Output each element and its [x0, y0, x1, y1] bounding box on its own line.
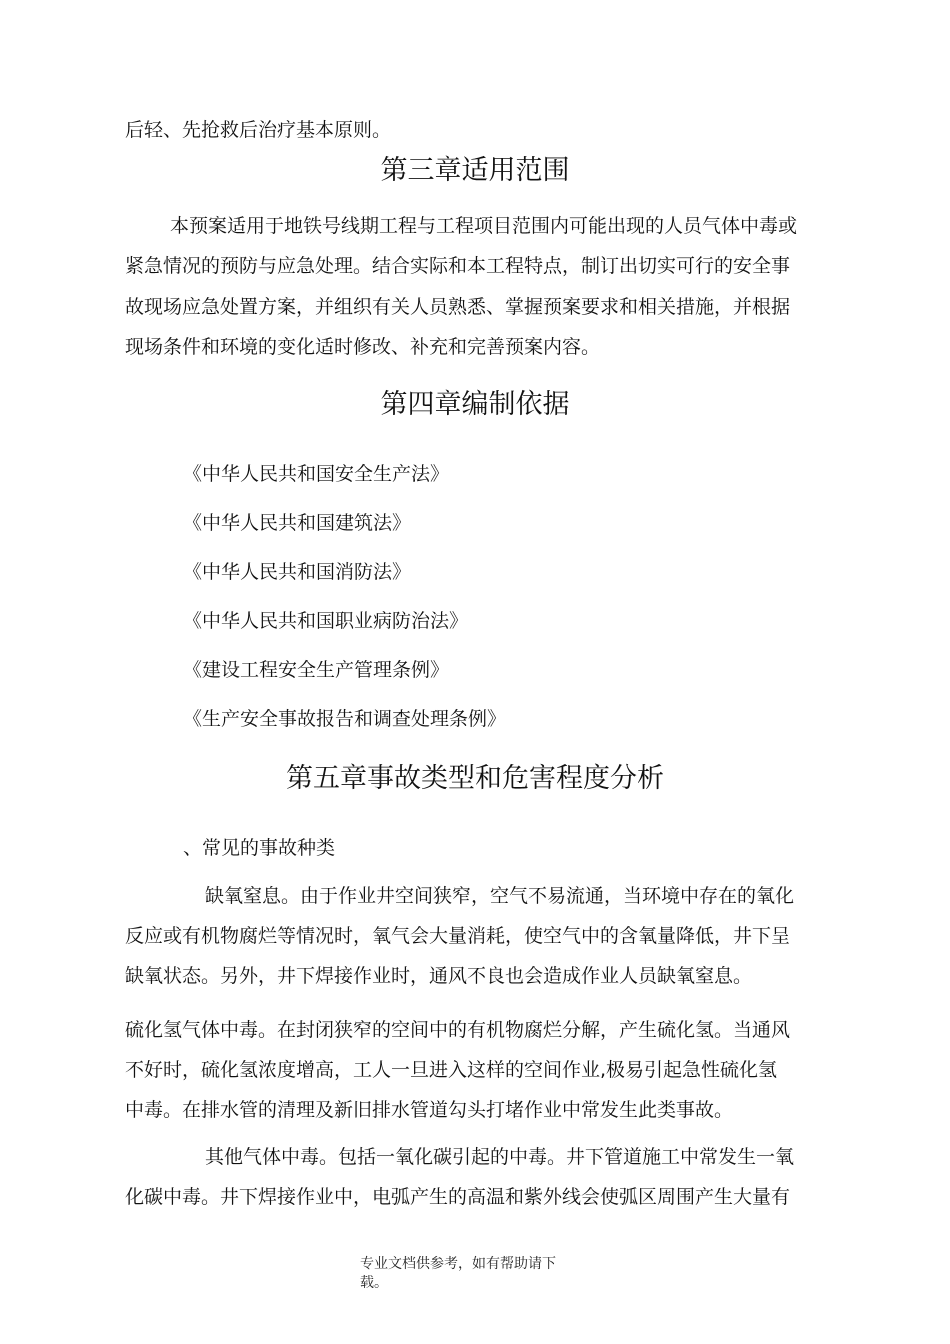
paragraph-line: 后轻、先抢救后治疗基本原则。: [125, 119, 392, 141]
footer-line: 载。: [360, 1275, 388, 1291]
paragraph-line: 紧急情况的预防与应急处理。结合实际和本工程特点，制订出切实可行的安全事: [125, 255, 791, 277]
chapter-4-title: 第四章编制依据: [380, 389, 570, 420]
law-item: 《中华人民共和国消防法》: [183, 561, 412, 583]
paragraph-line: 缺氧状态。另外，井下焊接作业时，通风不良也会造成作业人员缺氧窒息。: [125, 965, 753, 987]
paragraph-line: 反应或有机物腐烂等情况时，氧气会大量消耗，使空气中的含氧量降低，井下呈: [125, 925, 791, 947]
paragraph-line: 硫化氢气体中毒。在封闭狭窄的空间中的有机物腐烂分解，产生硫化氢。当通风: [125, 1019, 791, 1041]
footer-line: 专业文档供参考，如有帮助请下: [360, 1256, 556, 1272]
law-item: 《建设工程安全生产管理条例》: [183, 659, 450, 681]
paragraph-line: 故现场应急处置方案，并组织有关人员熟悉、掌握预案要求和相关措施，并根据: [125, 296, 791, 318]
law-item: 《中华人民共和国安全生产法》: [183, 463, 450, 485]
paragraph-line: 其他气体中毒。包括一氧化碳引起的中毒。井下管道施工中常发生一氧: [205, 1146, 795, 1168]
paragraph-line: 现场条件和环境的变化适时修改、补充和完善预案内容。: [125, 336, 601, 358]
paragraph-line: 中毒。在排水管的清理及新旧排水管道勾头打堵作业中常发生此类事故。: [125, 1099, 734, 1121]
law-item: 《生产安全事故报告和调查处理条例》: [183, 708, 507, 730]
law-item: 《中华人民共和国职业病防治法》: [183, 610, 469, 632]
paragraph-line: 化碳中毒。井下焊接作业中，电弧产生的高温和紫外线会使弧区周围产生大量有: [125, 1186, 791, 1208]
section-heading: 、常见的事故种类: [183, 837, 336, 859]
chapter-3-title: 第三章适用范围: [380, 155, 570, 186]
paragraph-line: 不好时，硫化氢浓度增高，工人一旦进入这样的空间作业,极易引起急性硫化氢: [125, 1059, 778, 1081]
law-item: 《中华人民共和国建筑法》: [183, 512, 412, 534]
chapter-5-title: 第五章事故类型和危害程度分析: [286, 763, 664, 794]
paragraph-line: 本预案适用于地铁号线期工程与工程项目范围内可能出现的人员气体中毒或: [170, 215, 798, 237]
footer-note: [360, 1255, 590, 1293]
paragraph-line: 缺氧窒息。由于作业井空间狭窄，空气不易流通，当环境中存在的氧化: [205, 885, 795, 907]
